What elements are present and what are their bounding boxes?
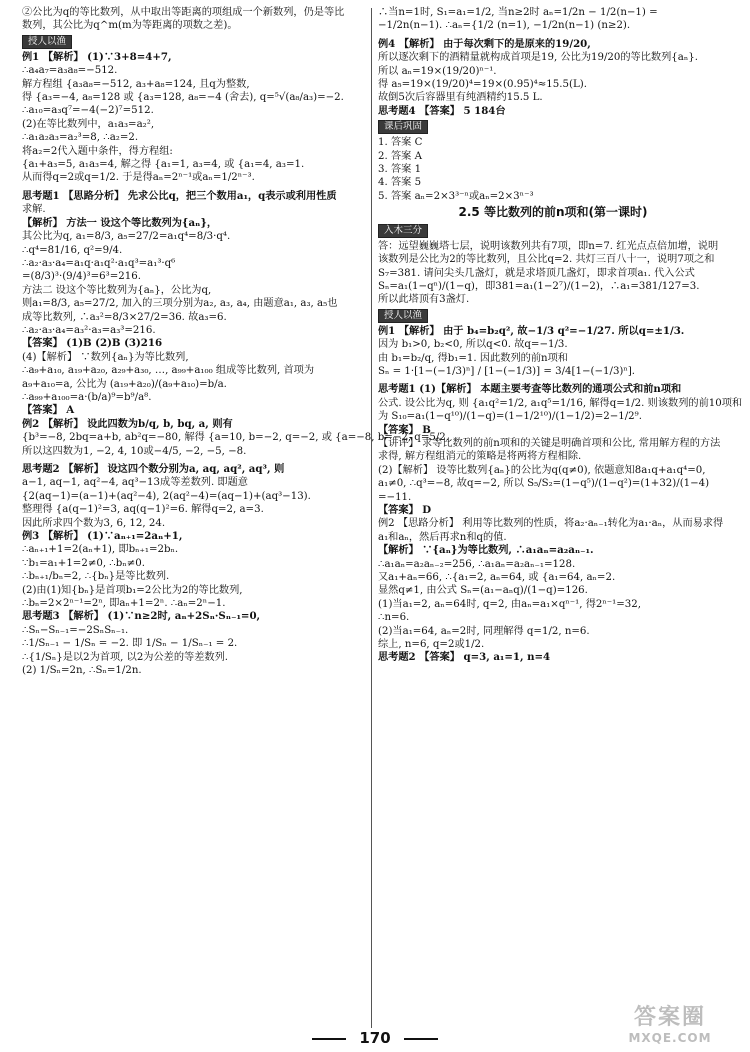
section-tag: 课后巩固: [378, 120, 428, 134]
text-line: ∴a₉+a₁₀, a₁₉+a₂₀, a₂₉+a₃₀, …, a₉₉+a₁₀₀ 组成等比数列, 首项为: [22, 365, 315, 377]
watermark-logo: [600, 1000, 740, 1046]
text-line: 因为 b₁>0, b₂<0, 所以q<0. 故q=−1/3.: [378, 339, 568, 351]
right-column: [378, 6, 743, 665]
section-tag: 入木三分: [378, 224, 428, 238]
text-line: 所以此塔顶有3盏灯.: [378, 294, 470, 306]
text-line: 综上, n=6, q=2或1/2.: [378, 639, 485, 651]
solution-heading: 例1 【解析】 (1)∵3+8=4+7,: [22, 50, 172, 63]
text-line: 2. 答案 A: [378, 150, 422, 162]
solution-heading: 思考题2 【答案】 q=3, a₁=1, n=4: [378, 651, 551, 664]
text-line: ∴{1/Sₙ}是以2为首项, 以2为公差的等差数列.: [22, 651, 229, 663]
text-line: −1/2n(n−1). ∴aₙ={1/2 (n=1), −1/2n(n−1) (n≥2).: [378, 20, 631, 32]
text-line: ∴bₙ₊₁/bₙ=2, ∴{bₙ}是等比数列.: [22, 571, 170, 583]
solution-heading: 【答案】 A: [22, 404, 75, 417]
solution-heading: 思考题1 【思路分析】 先求公比q，把三个数用a₁，q表示或利用性质: [22, 189, 337, 202]
watermark-url: MXQE.COM: [628, 1031, 712, 1045]
solution-heading: 思考题4 【答案】 5 184台: [378, 104, 506, 117]
text-line: 显然q≠1, 由公式 Sₙ=(a₁−aₙq)/(1−q)=126.: [378, 585, 588, 597]
text-line: ∴a₄a₇=a₃a₈=−512.: [22, 65, 118, 77]
text-line: 成等比数列, ∴a₃²=8/3×27/2=36. 故a₃=6.: [22, 311, 227, 323]
section-tag: 授人以渔: [378, 309, 428, 323]
solution-heading: 思考题1 (1)【解析】 本题主要考查等比数列的通项公式和前n项和: [378, 383, 682, 396]
text-line: 公式. 设公比为q, 则 {a₁q²=1/2, a₁q⁵=1/16, 解得q=1/2. 则该数列的前10项和: [378, 397, 743, 409]
text-line: 为 S₁₀=a₁(1−q¹⁰)/(1−q)=(1−1/2¹⁰)/(1−1/2)=2−1/2⁹.: [378, 411, 642, 423]
text-line: 得 a₅=19×(19/20)⁴=19×(0.95)⁴≈15.5(L).: [378, 79, 587, 91]
text-line: ∴Sₙ−Sₙ₋₁=−2SₙSₙ₋₁.: [22, 624, 129, 636]
text-line: (2)在等比数列中，a₁a₃=a₂²,: [22, 118, 155, 130]
text-line: 又a₁+aₙ=66, ∴{a₁=2, aₙ=64, 或 {a₁=64, aₙ=2.: [378, 572, 616, 584]
solution-heading: 【答案】 B: [378, 423, 431, 436]
text-line: (4)【解析】 ∵数列{aₙ}为等比数列,: [22, 351, 189, 363]
text-line: ∴aₙ₊₁+1=2(aₙ+1), 即bₙ₊₁=2bₙ.: [22, 544, 179, 556]
section-tag-row: [22, 33, 367, 51]
text-line: 5. 答案 aₙ=2×3³⁻ⁿ或aₙ=2×3ⁿ⁻³: [378, 190, 534, 202]
solution-heading: 思考题2 【解析】 设这四个数分别为a, aq, aq², aq³, 则: [22, 463, 285, 475]
text-line: (1)当a₁=2, aₙ=64时, q=2, 由aₙ=a₁×qⁿ⁻¹, 得2ⁿ⁻¹=32,: [378, 598, 641, 610]
text-line: ∵b₁=a₁+1=2≠0, ∴bₙ≠0.: [22, 557, 145, 569]
text-line: {b³=−8, 2bq=a+b, ab²q=−80, 解得 {a=10, b=−2, q=−2, 或 {a=−8, b=−2, q=5/2.: [22, 432, 449, 444]
text-line: (2)【解析】 设等比数列{aₙ}的公比为q(q≠0), 依题意知8a₁q+a₁q⁴=0, a₁≠0, ∴q³=−8, 故q=−2, 所以 S₅/S₂=(1−q⁵)/(1−q²)=(1+32)/(1−4): [378, 464, 710, 490]
text-line: ∴当n=1时, S₁=a₁=1/2, 当n≥2时 aₙ=1/2n − 1/2(n−1) =: [378, 7, 658, 18]
page-number: 170: [359, 1029, 391, 1047]
text-line: =−11.: [378, 491, 412, 503]
text-line: 例2 【思路分析】 利用等比数列的性质，将a₂·aₙ₋₁转化为a₁·aₙ，从而易求得a₁和aₙ，然后再求n和q的值.: [378, 518, 724, 543]
text-line: (2)由(1)知{bₙ}是首项b₁=2公比为2的等比数列,: [22, 584, 243, 596]
text-line: 因此所求四个数为3, 6, 12, 24.: [22, 517, 166, 529]
section-tag-row: [378, 307, 728, 325]
text-line: (2)当a₁=64, aₙ=2时, 同理解得 q=1/2, n=6.: [378, 625, 590, 637]
text-line: ∴bₙ=2×2ⁿ⁻¹=2ⁿ, 即aₙ+1=2ⁿ. ∴aₙ=2ⁿ−1.: [22, 598, 226, 610]
watermark-text: 答案圈: [633, 1005, 706, 1030]
text-line: 故倒5次后容器里有纯酒精约15.5 L.: [378, 92, 543, 104]
solution-heading: 【解析】 ∵{aₙ}为等比数列, ∴a₁aₙ=a₂aₙ₋₁.: [378, 544, 594, 557]
text-line: (2) 1/Sₙ=2n, ∴Sₙ=1/2n.: [22, 665, 142, 677]
text-line: =(8/3)³·(9/4)³=6³=216.: [22, 271, 141, 283]
solution-heading: 【答案】 (1)B (2)B (3)216: [22, 337, 163, 350]
text-line: ∴a₂·a₃·a₄=a₁q·a₁q²·a₁q³=a₁³·q⁶: [22, 257, 176, 269]
text-line: ∴1/Sₙ₋₁ − 1/Sₙ = −2. 即 1/Sₙ − 1/Sₙ₋₁ = 2.: [22, 638, 238, 650]
text-line: a₉+a₁₀=a, 公比为 (a₁₉+a₂₀)/(a₉+a₁₀)=b/a.: [22, 378, 227, 390]
text-line: 求解.: [22, 204, 46, 216]
text-line: ∴a₁aₙ=a₂aₙ₋₂=256, ∴a₁aₙ=a₂aₙ₋₁=128.: [378, 558, 576, 570]
text-line: 所以 aₙ=19×(19/20)ⁿ⁻¹.: [378, 65, 497, 77]
section-tag: 授人以渔: [22, 35, 72, 49]
text-line: 1. 答案 C: [378, 137, 423, 149]
text-line: ∴a₂·a₃·a₄=a₃²·a₃=a₃³=216.: [22, 324, 156, 336]
solution-heading: 例2 【解析】 设此四数为b/q, b, bq, a, 则有: [22, 417, 233, 430]
text-line: ∴a₁₀=a₃q⁷=−4(−2)⁷=512.: [22, 105, 154, 117]
solution-heading: 【答案】 D: [378, 504, 432, 516]
text-line: a−1, aq−1, aq²−4, aq³−13成等差数列. 即题意: [22, 477, 248, 489]
text-line: Sₙ = 1·[1−(−1/3)ⁿ] / [1−(−1/3)] = 3/4[1−(−1/3)ⁿ].: [378, 365, 636, 377]
text-line: 4. 答案 5: [378, 177, 422, 189]
text-line: ∴a₉₉+a₁₀₀=a·(b/a)⁹=b⁹/a⁸.: [22, 391, 152, 403]
text-line: 所以逐次剩下的酒精量就构成首项是19, 公比为19/20的等比数列{aₙ}.: [378, 52, 698, 64]
text-line: ∴a₁a₂a₃=a₂³=8, ∴a₂=2.: [22, 132, 139, 144]
text-line: 所以这四数为1, −2, 4, 10或−4/5, −2, −5, −8.: [22, 445, 247, 457]
text-line: 3. 答案 1: [378, 164, 422, 176]
section-title: 2.5 等比数列的前n项和(第一课时): [458, 205, 648, 220]
text-line: 【讲评】 求等比数列的前n项和的关键是明确首项和公比, 常用解方程的方法求得, 解方程组消元的策略是将两将方程相除.: [378, 437, 721, 463]
text-line: ∴q⁴=81/16, q²=9/4.: [22, 244, 123, 256]
column-divider: [371, 8, 372, 1028]
text-line: 数列，其公比为q^m(m为等距离的项数之差)。: [22, 20, 238, 32]
footer-dash-left: [312, 1038, 346, 1040]
text-line: 从而得q=2或q=1/2. 于是得aₙ=2ⁿ⁻¹或aₙ=1/2ⁿ⁻³.: [22, 172, 255, 184]
text-line: {a₁+a₃=5, a₁a₃=4, 解之得 {a₁=1, a₃=4, 或 {a₁=4, a₃=1.: [22, 159, 305, 171]
text-line: 则a₁=8/3, a₅=27/2, 加入的三项分别为a₂, a₃, a₄, 由题意a₁, a₃, a₅也: [22, 298, 338, 310]
solution-heading: 例3 【解析】 (1)∵aₙ₊₁=2aₙ+1,: [22, 530, 183, 543]
text-line: 答：远望巍巍塔七层，说明该数列共有7项，即n=7. 红光点点倍加增，说明该数列是公比为2的等比数列，且公比q=2. 共灯三百八十一，说明7项之和S₇=381. 请问尖头几盏灯，就是求塔顶几盏灯，即求首项a₁. 代入公式Sₙ=a₁(1−qⁿ)/(1−q)，即381=a₁(1−2⁷)/(1−2)，∴a₁=381/127=3.: [378, 240, 719, 292]
text-line: ∴n=6.: [378, 612, 410, 624]
text-line: 由 b₁=b₂/q, 得b₁=1. 因此数列的前n项和: [378, 352, 568, 364]
section-tag-row: [378, 222, 728, 240]
solution-heading: 例1 【解析】 由于 b₄=b₂q², 故−1/3 q²=−1/27. 所以q=±1/3.: [378, 324, 685, 337]
text-line: 解方程组 {a₃a₈=−512, a₃+a₈=124, 且q为整数,: [22, 78, 250, 90]
text-line: 方法二 设这个等比数列为{aₙ}，公比为q,: [22, 284, 212, 296]
solution-heading: 例4 【解析】 由于每次剩下的是原来的19/20,: [378, 37, 591, 50]
text-line: 整理得 {a(q−1)²=3, aq(q−1)²=6. 解得q=2, a=3.: [22, 504, 264, 516]
solution-heading: 思考题3 【解析】 (1)∵n≥2时, aₙ+2Sₙ·Sₙ₋₁=0,: [22, 610, 261, 623]
text-line: ②公比为q的等比数列，从中取出等距离的项组成一个新数列，仍是等比: [22, 7, 345, 18]
section-tag-row: [378, 118, 728, 136]
text-line: 将a₂=2代入题中条件，得方程组:: [22, 145, 173, 157]
solution-heading: 【解析】 方法一 设这个等比数列为{aₙ}，: [22, 216, 218, 229]
text-line: 其公比为q, a₁=8/3, a₅=27/2=a₁q⁴=8/3·q⁴.: [22, 231, 231, 243]
footer-dash-right: [404, 1038, 438, 1040]
text-line: {2(aq−1)=(a−1)+(aq²−4), 2(aq²−4)=(aq−1)+(aq³−13).: [22, 490, 311, 502]
text-line: 得 {a₃=−4, a₈=128 或 {a₃=128, a₈=−4 (舍去), q=⁵√(a₈/a₃)=−2.: [22, 92, 344, 104]
